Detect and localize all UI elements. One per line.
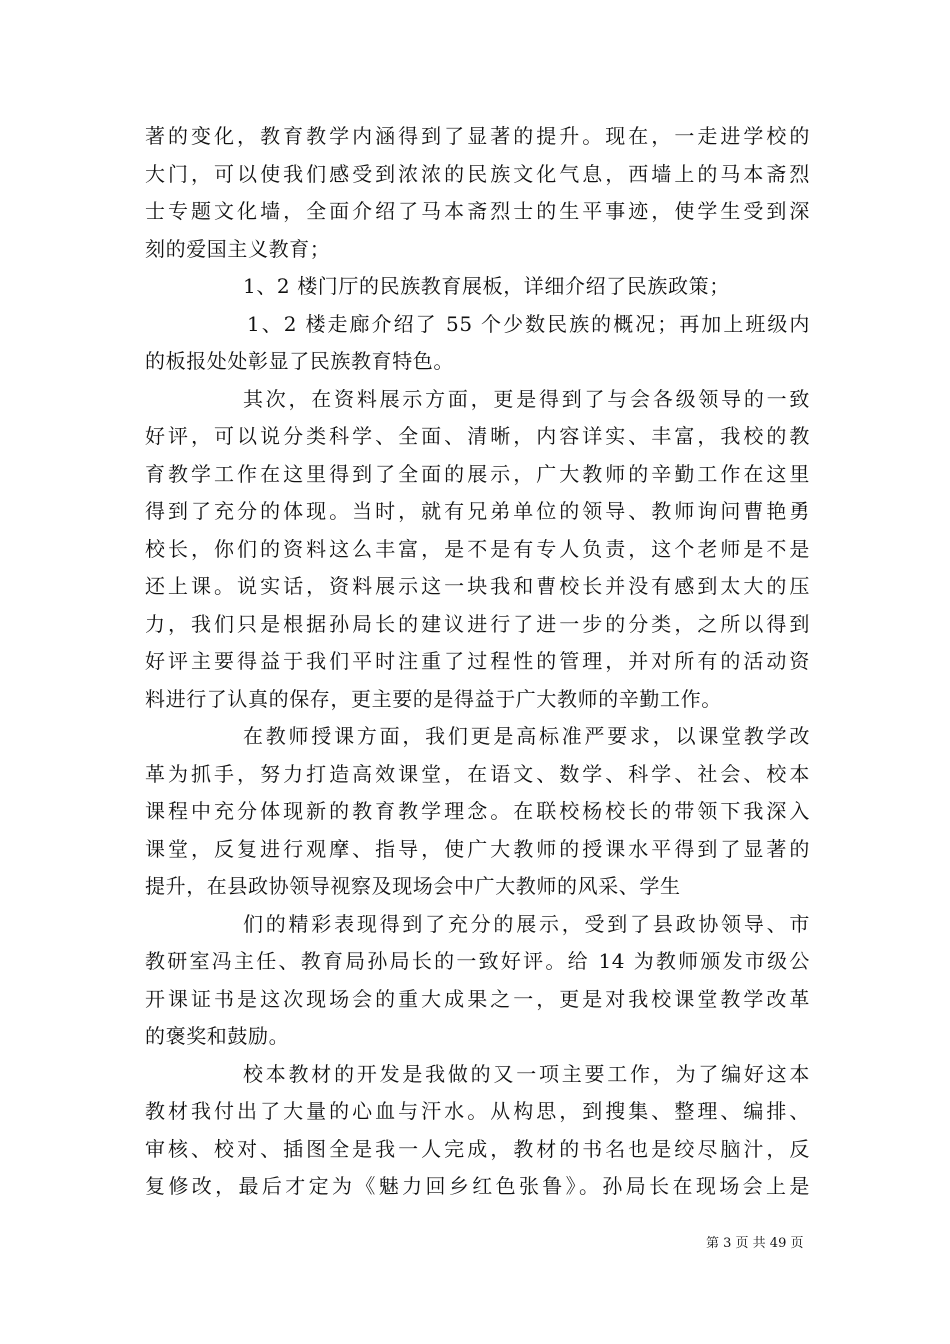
text-line: 开课证书是这次现场会的重大成果之一，更是对我校课堂教学改革 [145,986,810,1011]
text-line: 力，我们只是根据孙局长的建议进行了进一步的分类，之所以得到 [145,611,810,636]
text-line: 大门，可以使我们感受到浓浓的民族文化气息，西墙上的马本斋烈 [145,161,810,186]
text-line: 革为抓手，努力打造高效课堂，在语文、数学、科学、社会、校本 [145,761,810,786]
body-text [145,118,810,1206]
text-line: 复修改，最后才定为《魅力回乡红色张鲁》。孙局长在现场会上是 [145,1174,810,1198]
text-line: 教材我付出了大量的心血与汗水。从构思，到搜集、整理、编排、 [145,1099,810,1123]
text-line: 好评主要得益于我们平时注重了过程性的管理，并对所有的活动资 [145,649,810,673]
text-line: 审核、校对、插图全是我一人完成，教材的书名也是绞尽脑汁，反 [145,1136,810,1161]
text-line: 好评，可以说分类科学、全面、清晰，内容详实、丰富，我校的教 [145,424,810,448]
text-line: 的褒奖和鼓励。 [145,1024,290,1048]
text-line: 1、2 楼走廊介绍了 55 个少数民族的概况；再加上班级内 [247,311,810,336]
text-line: 刻的爱国主义教育； [145,236,331,261]
text-line: 的板报处处彰显了民族教育特色。 [145,349,454,373]
text-line: 提升，在县政协领导视察及现场会中广大教师的风采、学生 [145,874,681,898]
text-line: 在教师授课方面，我们更是高标准严要求，以课堂教学改 [243,724,810,748]
text-line: 教研室冯主任、教育局孙局长的一致好评。给 14 为教师颁发市级公 [145,949,810,973]
text-line: 1、2 楼门厅的民族教育展板，详细介绍了民族政策； [243,274,730,298]
text-line: 士专题文化墙，全面介绍了马本斋烈士的生平事迹，使学生受到深 [145,199,810,223]
text-line: 课堂，反复进行观摩、指导，使广大教师的授课水平得到了显著的 [145,836,810,861]
text-line: 还上课。说实话，资料展示这一块我和曹校长并没有感到太大的压 [145,574,810,598]
text-line: 得到了充分的体现。当时，就有兄弟单位的领导、教师询问曹艳勇 [145,499,810,523]
text-line: 们的精彩表现得到了充分的展示，受到了县政协领导、市 [243,911,810,936]
text-line: 校长，你们的资料这么丰富，是不是有专人负责，这个老师是不是 [145,536,810,561]
text-line: 其次，在资料展示方面，更是得到了与会各级领导的一致 [243,386,810,411]
text-line: 育教学工作在这里得到了全面的展示，广大教师的辛勤工作在这里 [145,461,810,486]
text-line: 著的变化，教育教学内涵得到了显著的提升。现在，一走进学校的 [145,124,810,148]
page-number: 第 3 页 共 49 页 [706,1236,804,1251]
text-line: 料进行了认真的保存，更主要的是得益于广大教师的辛勤工作。 [145,686,722,711]
text-line: 校本教材的开发是我做的又一项主要工作，为了编好这本 [243,1061,810,1086]
text-line: 课程中充分体现新的教育教学理念。在联校杨校长的带领下我深入 [145,799,810,823]
